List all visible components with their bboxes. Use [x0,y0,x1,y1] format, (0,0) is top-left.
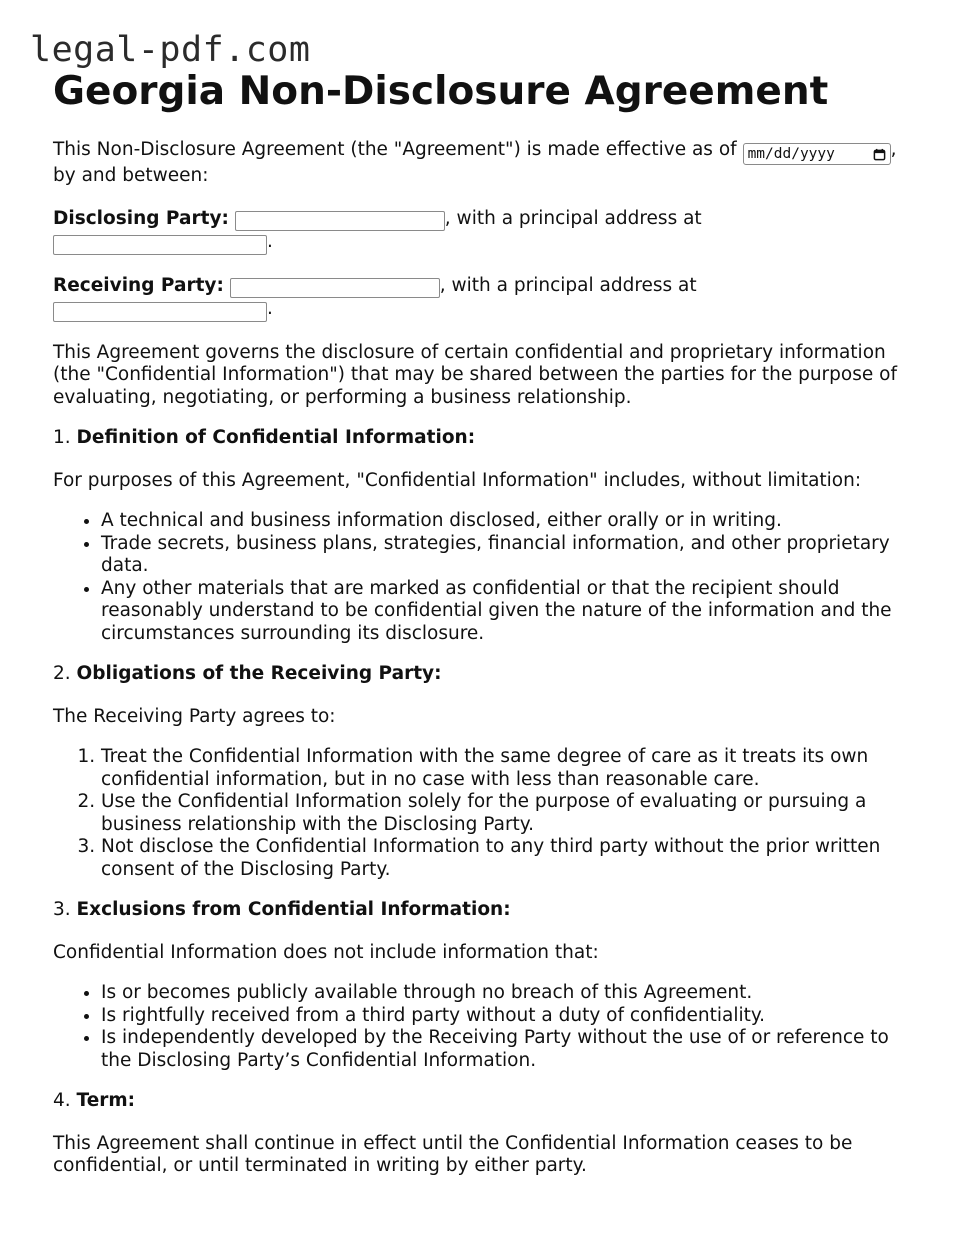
list-item: 1. Treat the Confidential Information with the same degree of care as it treats its own confidential information, but in no case with less than reasonable care. [101,746,923,791]
document [53,68,923,1178]
section-3-list [53,982,923,1072]
section-1-lead: For purposes of this Agreement, "Confidential Information" includes, without limitation: [53,469,862,491]
section-heading: Obligations of the Receiving Party: [76,663,442,685]
intro-text-end: by and between: [53,165,209,187]
section-heading: Definition of Confidential Information: [76,427,476,449]
section-number: 2. [53,663,71,685]
disclosing-party-address-text: , with a principal address at [444,207,702,229]
calendar-icon[interactable] [873,148,886,161]
section-number: 4. [53,1090,71,1112]
section-number: 1. [53,427,71,449]
section-1-heading [53,427,923,450]
list-item: • Is or becomes publicly available through no breach of this Agreement. [101,982,923,1005]
section-4-heading [53,1090,923,1113]
disclosing-party-label: Disclosing Party: [53,207,229,229]
section-2-lead: The Receiving Party agrees to: [53,705,336,727]
section-3-lead: Confidential Information does not include information that: [53,941,599,963]
section-heading: Exclusions from Confidential Information: [76,899,511,921]
receiving-party-address-input[interactable] [53,302,267,322]
section-2-heading [53,663,923,686]
intro-paragraph [53,139,923,188]
receiving-party-label: Receiving Party: [53,274,224,296]
watermark: legal-pdf.com [30,30,311,70]
receiving-party-name-input[interactable] [230,278,440,298]
section-3-heading [53,899,923,922]
list-item: 3. Not disclose the Confidential Information to any third party without the prior written consent of the Disclosing Party. [101,836,923,881]
disclosing-party-name-input[interactable] [235,211,445,231]
receiving-party-address-text: , with a principal address at [439,274,697,296]
list-item: • Is independently developed by the Receiving Party without the use of or reference to the Disclosing Party’s Confidential Information. [101,1027,923,1072]
date-placeholder: mm/dd/yyyy [747,146,835,162]
disclosing-party-line [53,208,923,255]
list-item: • Any other materials that are marked as confidential or that the recipient should reasonably understand to be confidential given the nature of the information and the circumstances surrounding its disclosure. [101,578,923,646]
page-title: Georgia Non-Disclosure Agreement [53,69,829,114]
section-1-list [53,510,923,645]
disclosing-party-address-input[interactable] [53,235,267,255]
intro-text: This Non-Disclosure Agreement (the "Agreement") is made effective as of [53,139,737,160]
effective-date-input[interactable] [743,143,891,165]
section-number: 3. [53,899,71,921]
list-item: • Trade secrets, business plans, strategies, financial information, and other proprietary data. [101,533,923,578]
disclosing-party-period: . [267,231,273,253]
list-item: • Is rightfully received from a third party without a duty of confidentiality. [101,1005,923,1028]
list-item: • A technical and business information disclosed, either orally or in writing. [101,510,923,533]
section-heading: Term: [76,1090,136,1112]
intro-comma: , [890,139,897,160]
receiving-party-period: . [267,298,273,320]
list-item: 2. Use the Confidential Information solely for the purpose of evaluating or pursuing a business relationship with the Disclosing Party. [101,791,923,836]
governs-paragraph: This Agreement governs the disclosure of certain confidential and proprietary information (the "Confidential Information") that may be shared between the parties for the purpose of evaluating, negotiating, or performing a business relationship. [53,341,897,408]
section-2-list [53,746,923,881]
receiving-party-line [53,275,923,322]
section-4-body: This Agreement shall continue in effect until the Confidential Information ceases to be confidential, or until terminated in writing by either party. [53,1132,853,1177]
